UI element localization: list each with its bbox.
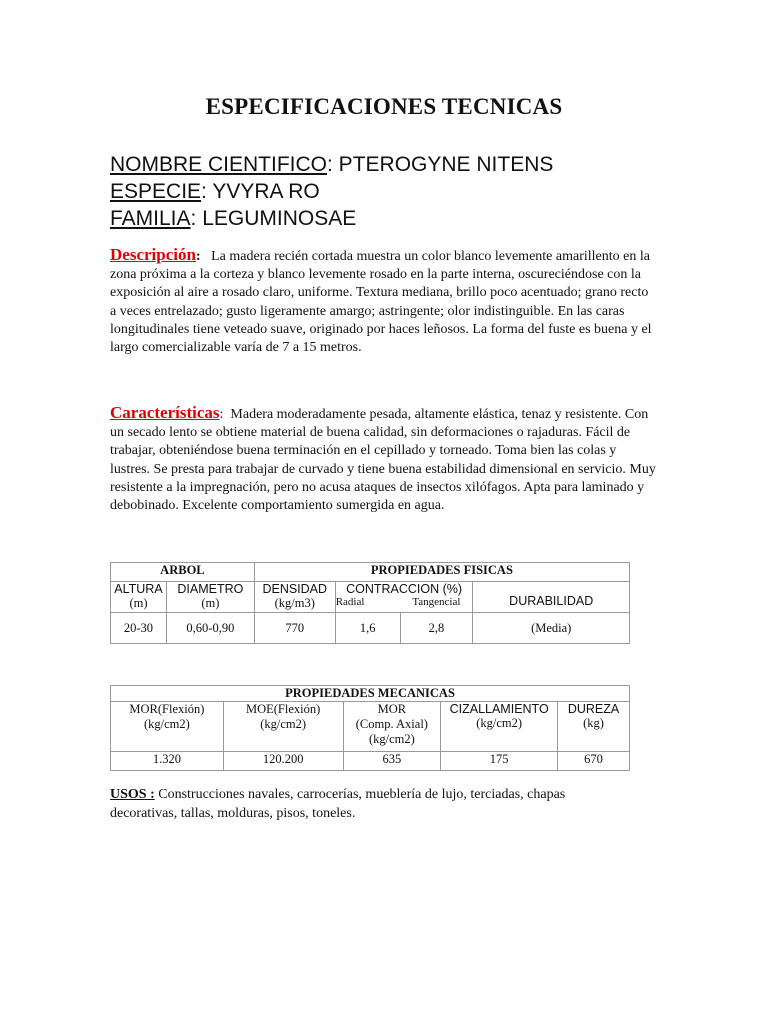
densidad-header [254, 582, 335, 613]
arbol-group-header: ARBOL [111, 563, 255, 582]
scientific-name-line [110, 152, 553, 178]
diametro-value: 0,60-0,90 [166, 613, 254, 644]
dureza-label: DUREZA [567, 702, 620, 716]
altura-label: ALTURA [114, 582, 163, 596]
cizallamiento-value: 175 [441, 752, 558, 771]
durabilidad-header: DURABILIDAD [473, 582, 630, 613]
description-colon: : [195, 249, 201, 264]
altura-unit: (m) [129, 596, 148, 610]
physical-properties-table [110, 562, 630, 644]
page-title: ESPECIFICACIONES TECNICAS [205, 94, 563, 119]
mechanical-group-header: PROPIEDADES MECANICAS [111, 686, 630, 702]
scientific-name-label: NOMBRE CIENTIFICO [110, 153, 328, 176]
characteristics-colon: : [219, 407, 224, 422]
description-heading: Descripción [110, 245, 196, 264]
altura-header [111, 582, 167, 613]
densidad-unit: (kg/m3) [274, 596, 315, 610]
altura-value: 20-30 [111, 613, 167, 644]
mor-flexion-header [111, 702, 224, 752]
scientific-name-value: : PTEROGYNE NITENS [327, 153, 554, 176]
usos-text: Construcciones navales, carrocerías, mueblería de lujo, terciadas, chapas decorativas, tallas, molduras, pisos, toneles. [110, 787, 566, 821]
mor-axial-header [343, 702, 441, 752]
contraccion-header [335, 582, 473, 613]
tangencial-value: 2,8 [400, 613, 473, 644]
mechanical-properties-table [110, 685, 630, 771]
moe-flexion-label: MOE(Flexión) [245, 702, 321, 716]
cizallamiento-header [441, 702, 558, 752]
diametro-unit: (m) [201, 596, 220, 610]
description-text: La madera recién cortada muestra un color blanco levemente amarillento en la zona próxima a la corteza y blanco levemente rosado en la parte interna, oscureciéndose con la exposición al aire a rosado claro, uniforme. Textura mediana, brillo poco acentuado; grano recto a veces entrelazado; gusto ligeramente amargo; astringente; olor indistinguible. En las caras longitudinales tiene veteado suave, originado por haces leñosos. La forma del fuste es buena y el largo comercializable varía de 7 a 15 metros. [110, 249, 652, 356]
dureza-unit: (kg) [583, 716, 604, 730]
dureza-header [558, 702, 630, 752]
radial-label: Radial [335, 596, 365, 608]
cizallamiento-unit: (kg/cm2) [476, 716, 523, 730]
family-line [110, 206, 356, 232]
diametro-label: DIAMETRO [177, 582, 244, 596]
mor-flexion-label: MOR(Flexión) [129, 702, 205, 716]
species-line [110, 179, 320, 205]
mor-flexion-unit: (kg/cm2) [143, 717, 190, 731]
characteristics-text: Madera moderadamente pesada, altamente elástica, tenaz y resistente. Con un secado lento se obtiene material de buena calidad, sin deformaciones o rajaduras. Fácil de trabajar, obteniéndose buena terminación en el cepillado y torneado. Toma bien las colas y lustres. Se presta para trabajar de curvado y tiene buena estabilidad dimensional en servicio. Muy resistente a la impregnación, pero no acusa ataques de insectos xilófagos. Apta para laminado y debobinado. Excelente comportamiento sumergida en agua. [110, 407, 656, 514]
densidad-value: 770 [254, 613, 335, 644]
moe-flexion-header [223, 702, 343, 752]
family-value: : LEGUMINOSAE [190, 207, 357, 230]
densidad-label: DENSIDAD [262, 582, 328, 596]
dureza-value: 670 [558, 752, 630, 771]
mor-axial-value: 635 [343, 752, 441, 771]
description-paragraph [110, 246, 658, 357]
usos-paragraph [110, 785, 630, 823]
mor-flexion-value: 1.320 [111, 752, 224, 771]
physical-group-header: PROPIEDADES FISICAS [254, 563, 629, 582]
tangencial-label: Tangencial [412, 596, 461, 608]
mor-axial-unit: (kg/cm2) [368, 732, 415, 746]
durabilidad-value: (Media) [473, 613, 630, 644]
species-value: : YVYRA RO [201, 180, 320, 203]
diametro-header [166, 582, 254, 613]
moe-flexion-value: 120.200 [223, 752, 343, 771]
moe-flexion-unit: (kg/cm2) [260, 717, 307, 731]
family-label: FAMILIA [110, 207, 191, 230]
contraccion-label: CONTRACCION (%) [346, 582, 463, 596]
usos-label: USOS : [110, 787, 155, 802]
characteristics-paragraph [110, 404, 658, 515]
species-label: ESPECIE [110, 180, 202, 203]
cizallamiento-label: CIZALLAMIENTO [449, 702, 549, 716]
mor-axial-label: MOR [377, 702, 407, 716]
radial-value: 1,6 [335, 613, 400, 644]
mor-axial-sub: (Comp. Axial) [355, 717, 428, 731]
characteristics-heading: Características [110, 403, 220, 422]
